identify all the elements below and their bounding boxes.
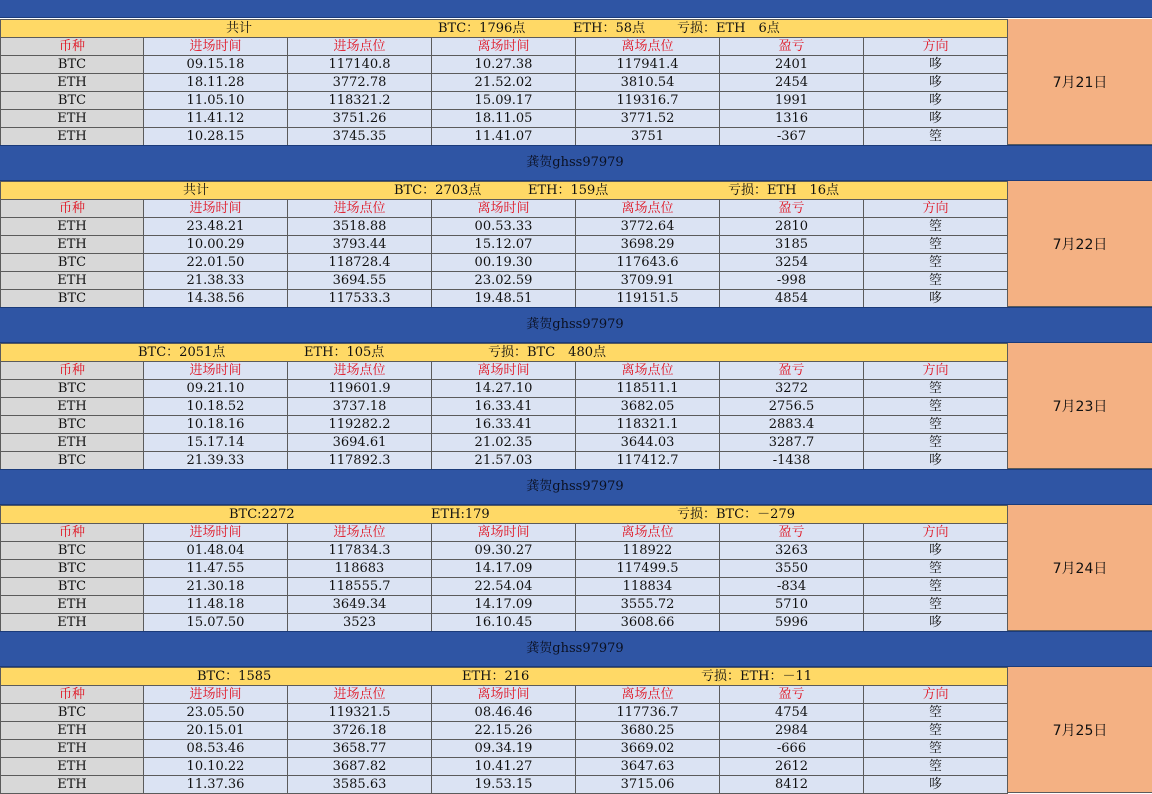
- table-cell: 2612: [720, 758, 864, 776]
- header-row: [1, 686, 1008, 704]
- table-cell: 箜: [864, 704, 1008, 722]
- trade-table: [0, 667, 1008, 794]
- table-row: [1, 56, 1008, 74]
- column-header: 盈亏: [720, 524, 864, 542]
- table-cell: BTC: [1, 380, 144, 398]
- table-cell: 3682.05: [576, 398, 720, 416]
- table-cell: 箜: [864, 272, 1008, 290]
- table-cell: 3694.61: [288, 434, 432, 452]
- column-header: 币种: [1, 200, 144, 218]
- summary-item: 亏损：ETH：－11: [701, 669, 813, 684]
- table-cell: 3810.54: [576, 74, 720, 92]
- column-header: 离场点位: [576, 524, 720, 542]
- summary-item: 亏损：BTC 480点: [488, 345, 606, 360]
- table-cell: 哆: [864, 290, 1008, 308]
- table-cell: 1316: [720, 110, 864, 128]
- header-row: [1, 200, 1008, 218]
- table-cell: 11.05.10: [144, 92, 288, 110]
- column-header: 币种: [1, 362, 144, 380]
- table-cell: 00.53.33: [432, 218, 576, 236]
- table-cell: 哆: [864, 92, 1008, 110]
- table-cell: 11.47.55: [144, 560, 288, 578]
- column-header: 进场点位: [288, 38, 432, 56]
- table-cell: 11.48.18: [144, 596, 288, 614]
- table-cell: 5996: [720, 614, 864, 632]
- table-cell: 3698.29: [576, 236, 720, 254]
- table-cell: 16.33.41: [432, 416, 576, 434]
- table-cell: 11.41.12: [144, 110, 288, 128]
- table-cell: ETH: [1, 758, 144, 776]
- table-cell: 10.00.29: [144, 236, 288, 254]
- table-cell: 20.15.01: [144, 722, 288, 740]
- table-cell: 哆: [864, 74, 1008, 92]
- table-cell: 箜: [864, 398, 1008, 416]
- table-cell: 00.19.30: [432, 254, 576, 272]
- table-cell: 3585.63: [288, 776, 432, 794]
- column-header: 离场点位: [576, 686, 720, 704]
- table-cell: 21.52.02: [432, 74, 576, 92]
- table-cell: 23.02.59: [432, 272, 576, 290]
- table-cell: BTC: [1, 254, 144, 272]
- summary-item: ETH:179: [431, 507, 490, 522]
- table-cell: 10.27.38: [432, 56, 576, 74]
- table-cell: 2984: [720, 722, 864, 740]
- summary-item: BTC:2272: [229, 507, 295, 522]
- table-row: [1, 704, 1008, 722]
- table-cell: 117941.4: [576, 56, 720, 74]
- summary-item: 共计: [226, 21, 253, 36]
- section-banner: [0, 0, 1152, 18]
- summary-item: ETH：216: [462, 669, 530, 684]
- table-cell: BTC: [1, 704, 144, 722]
- table-cell: 5710: [720, 596, 864, 614]
- summary-cell: [1, 344, 1008, 362]
- summary-row: [1, 668, 1008, 686]
- table-cell: 118834: [576, 578, 720, 596]
- table-cell: 10.10.22: [144, 758, 288, 776]
- date-label: 7月21日: [1007, 19, 1152, 145]
- date-label: 7月25日: [1007, 667, 1152, 793]
- table-cell: 16.10.45: [432, 614, 576, 632]
- table-cell: -834: [720, 578, 864, 596]
- table-cell: 117834.3: [288, 542, 432, 560]
- section-banner: [0, 145, 1152, 181]
- table-cell: 118683: [288, 560, 432, 578]
- table-cell: 3185: [720, 236, 864, 254]
- table-cell: 15.17.14: [144, 434, 288, 452]
- table-cell: 10.18.52: [144, 398, 288, 416]
- column-header: 离场点位: [576, 362, 720, 380]
- column-header: 离场时间: [432, 524, 576, 542]
- column-header: 进场点位: [288, 524, 432, 542]
- table-cell: 3709.91: [576, 272, 720, 290]
- table-cell: 15.12.07: [432, 236, 576, 254]
- table-cell: 3649.34: [288, 596, 432, 614]
- trade-table: [0, 181, 1008, 308]
- table-cell: 119601.9: [288, 380, 432, 398]
- table-cell: 08.46.46: [432, 704, 576, 722]
- table-cell: BTC: [1, 56, 144, 74]
- column-header: 离场时间: [432, 200, 576, 218]
- trade-table: [0, 343, 1008, 470]
- column-header: 离场时间: [432, 362, 576, 380]
- trade-table: [0, 505, 1008, 632]
- table-cell: 箜: [864, 560, 1008, 578]
- column-header: 进场点位: [288, 686, 432, 704]
- column-header: 盈亏: [720, 200, 864, 218]
- summary-cell: [1, 668, 1008, 686]
- table-row: [1, 722, 1008, 740]
- table-cell: 3555.72: [576, 596, 720, 614]
- table-cell: 3680.25: [576, 722, 720, 740]
- table-cell: 箜: [864, 434, 1008, 452]
- day-block: [0, 343, 1152, 469]
- table-cell: 14.17.09: [432, 596, 576, 614]
- column-header: 离场点位: [576, 200, 720, 218]
- table-cell: 117643.6: [576, 254, 720, 272]
- table-cell: 3272: [720, 380, 864, 398]
- table-cell: 箜: [864, 740, 1008, 758]
- table-row: [1, 578, 1008, 596]
- table-cell: ETH: [1, 398, 144, 416]
- table-cell: 箜: [864, 722, 1008, 740]
- table-cell: 14.17.09: [432, 560, 576, 578]
- table-cell: 3687.82: [288, 758, 432, 776]
- table-cell: 4854: [720, 290, 864, 308]
- banner-text: 龚贺ghss97979: [526, 317, 624, 332]
- table-cell: ETH: [1, 218, 144, 236]
- table-cell: 3772.64: [576, 218, 720, 236]
- summary-row: [1, 182, 1008, 200]
- table-cell: ETH: [1, 614, 144, 632]
- column-header: 离场时间: [432, 686, 576, 704]
- column-header: 方向: [864, 362, 1008, 380]
- table-cell: 3793.44: [288, 236, 432, 254]
- table-cell: 3772.78: [288, 74, 432, 92]
- table-cell: 4754: [720, 704, 864, 722]
- table-cell: 1991: [720, 92, 864, 110]
- column-header: 进场时间: [144, 38, 288, 56]
- section-banner: [0, 307, 1152, 343]
- column-header: 币种: [1, 524, 144, 542]
- table-row: [1, 92, 1008, 110]
- table-cell: ETH: [1, 110, 144, 128]
- table-cell: 箜: [864, 128, 1008, 146]
- table-cell: 哆: [864, 776, 1008, 794]
- table-cell: ETH: [1, 128, 144, 146]
- summary-row: [1, 344, 1008, 362]
- table-cell: 09.30.27: [432, 542, 576, 560]
- table-cell: 119316.7: [576, 92, 720, 110]
- table-cell: 15.09.17: [432, 92, 576, 110]
- summary-item: ETH：105点: [304, 345, 385, 360]
- table-cell: 22.54.04: [432, 578, 576, 596]
- table-cell: 23.48.21: [144, 218, 288, 236]
- table-row: [1, 452, 1008, 470]
- day-block: [0, 181, 1152, 307]
- table-row: [1, 236, 1008, 254]
- column-header: 进场时间: [144, 200, 288, 218]
- summary-item: BTC：2703点: [394, 183, 482, 198]
- table-row: [1, 416, 1008, 434]
- column-header: 进场点位: [288, 200, 432, 218]
- table-cell: ETH: [1, 776, 144, 794]
- table-cell: -666: [720, 740, 864, 758]
- table-cell: ETH: [1, 740, 144, 758]
- column-header: 进场时间: [144, 686, 288, 704]
- table-cell: BTC: [1, 560, 144, 578]
- table-cell: 10.18.16: [144, 416, 288, 434]
- summary-row: [1, 20, 1008, 38]
- summary-cell: [1, 20, 1008, 38]
- column-header: 方向: [864, 524, 1008, 542]
- banner-text: 龚贺ghss97979: [526, 155, 624, 170]
- table-cell: 16.33.41: [432, 398, 576, 416]
- summary-item: 亏损：BTC：－279: [677, 507, 795, 522]
- table-cell: 2454: [720, 74, 864, 92]
- table-cell: 18.11.05: [432, 110, 576, 128]
- table-cell: 118555.7: [288, 578, 432, 596]
- table-cell: 23.05.50: [144, 704, 288, 722]
- table-cell: 哆: [864, 56, 1008, 74]
- table-cell: 10.41.27: [432, 758, 576, 776]
- table-cell: 117412.7: [576, 452, 720, 470]
- table-row: [1, 614, 1008, 632]
- table-row: [1, 110, 1008, 128]
- table-cell: 117736.7: [576, 704, 720, 722]
- table-cell: 09.15.18: [144, 56, 288, 74]
- section-banner: [0, 469, 1152, 505]
- column-header: 方向: [864, 200, 1008, 218]
- table-row: [1, 218, 1008, 236]
- table-cell: 3254: [720, 254, 864, 272]
- table-cell: 11.37.36: [144, 776, 288, 794]
- table-row: [1, 398, 1008, 416]
- table-cell: 3287.7: [720, 434, 864, 452]
- table-cell: BTC: [1, 92, 144, 110]
- table-cell: 09.34.19: [432, 740, 576, 758]
- table-cell: ETH: [1, 272, 144, 290]
- table-cell: 哆: [864, 542, 1008, 560]
- table-cell: ETH: [1, 596, 144, 614]
- day-block: [0, 667, 1152, 793]
- table-cell: 117892.3: [288, 452, 432, 470]
- table-cell: 119151.5: [576, 290, 720, 308]
- day-block: [0, 19, 1152, 145]
- table-cell: 10.28.15: [144, 128, 288, 146]
- summary-cell: [1, 182, 1008, 200]
- table-cell: 3726.18: [288, 722, 432, 740]
- column-header: 方向: [864, 686, 1008, 704]
- table-cell: -367: [720, 128, 864, 146]
- table-cell: 01.48.04: [144, 542, 288, 560]
- table-cell: 箜: [864, 254, 1008, 272]
- table-row: [1, 254, 1008, 272]
- table-cell: 3715.06: [576, 776, 720, 794]
- table-cell: 21.38.33: [144, 272, 288, 290]
- column-header: 离场点位: [576, 38, 720, 56]
- table-cell: 箜: [864, 218, 1008, 236]
- table-row: [1, 740, 1008, 758]
- table-cell: BTC: [1, 290, 144, 308]
- header-row: [1, 524, 1008, 542]
- table-cell: 118321.2: [288, 92, 432, 110]
- summary-item: BTC：1796点: [438, 21, 526, 36]
- table-cell: 21.02.35: [432, 434, 576, 452]
- table-cell: -998: [720, 272, 864, 290]
- summary-row: [1, 506, 1008, 524]
- table-cell: 8412: [720, 776, 864, 794]
- table-cell: 箜: [864, 596, 1008, 614]
- table-cell: 2810: [720, 218, 864, 236]
- table-row: [1, 272, 1008, 290]
- summary-cell: [1, 506, 1008, 524]
- table-cell: 14.38.56: [144, 290, 288, 308]
- table-cell: BTC: [1, 578, 144, 596]
- table-cell: 哆: [864, 110, 1008, 128]
- table-cell: BTC: [1, 416, 144, 434]
- table-cell: 117140.8: [288, 56, 432, 74]
- table-cell: 119282.2: [288, 416, 432, 434]
- header-row: [1, 38, 1008, 56]
- table-cell: 3737.18: [288, 398, 432, 416]
- table-cell: 18.11.28: [144, 74, 288, 92]
- table-row: [1, 542, 1008, 560]
- header-row: [1, 362, 1008, 380]
- table-cell: 3523: [288, 614, 432, 632]
- table-cell: 3608.66: [576, 614, 720, 632]
- table-cell: ETH: [1, 434, 144, 452]
- table-row: [1, 560, 1008, 578]
- table-cell: 3647.63: [576, 758, 720, 776]
- table-cell: 118321.1: [576, 416, 720, 434]
- table-cell: 22.01.50: [144, 254, 288, 272]
- table-cell: 2401: [720, 56, 864, 74]
- summary-item: 亏损：ETH 6点: [677, 21, 780, 36]
- table-cell: 3658.77: [288, 740, 432, 758]
- table-cell: BTC: [1, 452, 144, 470]
- date-label: 7月23日: [1007, 343, 1152, 469]
- column-header: 进场时间: [144, 362, 288, 380]
- column-header: 盈亏: [720, 38, 864, 56]
- table-cell: ETH: [1, 236, 144, 254]
- banner-text: [526, 0, 623, 1]
- column-header: 币种: [1, 686, 144, 704]
- section-banner: [0, 631, 1152, 667]
- summary-item: BTC：2051点: [138, 345, 226, 360]
- summary-item: 亏损：ETH 16点: [728, 183, 840, 198]
- date-label: 7月22日: [1007, 181, 1152, 307]
- table-cell: 19.53.15: [432, 776, 576, 794]
- table-row: [1, 380, 1008, 398]
- table-cell: 箜: [864, 380, 1008, 398]
- table-cell: 21.57.03: [432, 452, 576, 470]
- table-row: [1, 776, 1008, 794]
- table-cell: 118728.4: [288, 254, 432, 272]
- table-cell: 08.53.46: [144, 740, 288, 758]
- column-header: 盈亏: [720, 686, 864, 704]
- table-cell: 2756.5: [720, 398, 864, 416]
- table-cell: ETH: [1, 74, 144, 92]
- table-cell: 3644.03: [576, 434, 720, 452]
- table-cell: 箜: [864, 578, 1008, 596]
- table-row: [1, 290, 1008, 308]
- banner-text: 龚贺ghss97979: [526, 641, 624, 656]
- table-cell: 3751: [576, 128, 720, 146]
- table-cell: 3550: [720, 560, 864, 578]
- table-cell: 21.30.18: [144, 578, 288, 596]
- table-cell: 22.15.26: [432, 722, 576, 740]
- table-cell: 09.21.10: [144, 380, 288, 398]
- table-cell: 19.48.51: [432, 290, 576, 308]
- summary-item: BTC：1585: [197, 669, 272, 684]
- table-cell: 3669.02: [576, 740, 720, 758]
- table-cell: 箜: [864, 416, 1008, 434]
- column-header: 进场点位: [288, 362, 432, 380]
- summary-item: ETH：58点: [573, 21, 646, 36]
- table-cell: 哆: [864, 452, 1008, 470]
- summary-item: ETH：159点: [528, 183, 609, 198]
- table-cell: 箜: [864, 758, 1008, 776]
- table-cell: 15.07.50: [144, 614, 288, 632]
- table-cell: 118511.1: [576, 380, 720, 398]
- table-row: [1, 74, 1008, 92]
- table-cell: 119321.5: [288, 704, 432, 722]
- table-cell: ETH: [1, 722, 144, 740]
- table-cell: 3771.52: [576, 110, 720, 128]
- table-cell: 117499.5: [576, 560, 720, 578]
- column-header: 盈亏: [720, 362, 864, 380]
- table-cell: 2883.4: [720, 416, 864, 434]
- table-row: [1, 758, 1008, 776]
- column-header: 币种: [1, 38, 144, 56]
- table-cell: 21.39.33: [144, 452, 288, 470]
- date-label: 7月24日: [1007, 505, 1152, 631]
- column-header: 进场时间: [144, 524, 288, 542]
- column-header: 方向: [864, 38, 1008, 56]
- table-row: [1, 128, 1008, 146]
- table-cell: 3745.35: [288, 128, 432, 146]
- banner-text: 龚贺ghss97979: [526, 479, 624, 494]
- table-cell: 箜: [864, 236, 1008, 254]
- trade-table: [0, 19, 1008, 146]
- column-header: 离场时间: [432, 38, 576, 56]
- table-cell: 3518.88: [288, 218, 432, 236]
- table-cell: 14.27.10: [432, 380, 576, 398]
- table-cell: 哆: [864, 614, 1008, 632]
- table-cell: -1438: [720, 452, 864, 470]
- day-block: [0, 505, 1152, 631]
- table-row: [1, 434, 1008, 452]
- table-cell: 3751.26: [288, 110, 432, 128]
- table-cell: 11.41.07: [432, 128, 576, 146]
- table-cell: 117533.3: [288, 290, 432, 308]
- table-cell: 3694.55: [288, 272, 432, 290]
- table-row: [1, 596, 1008, 614]
- table-cell: 3263: [720, 542, 864, 560]
- table-cell: BTC: [1, 542, 144, 560]
- summary-item: 共计: [183, 183, 210, 198]
- table-cell: 118922: [576, 542, 720, 560]
